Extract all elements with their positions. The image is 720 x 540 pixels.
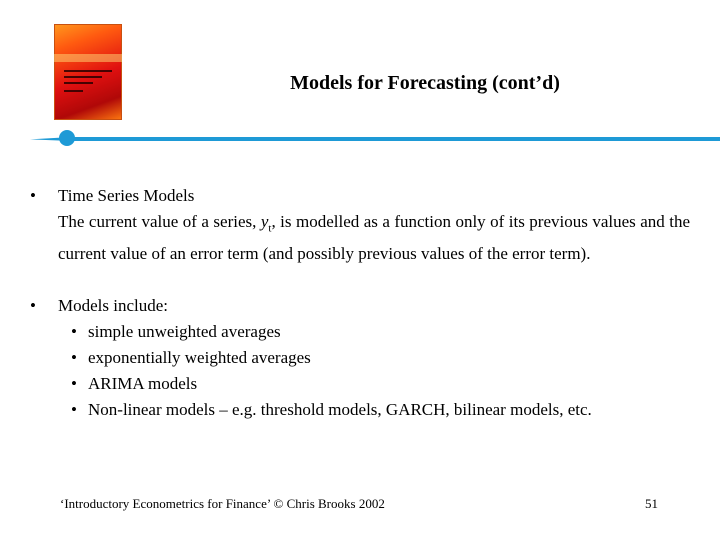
- bullet-mark: •: [30, 186, 36, 205]
- footer-credit: ‘Introductory Econometrics for Finance’ © Chris Brooks 2002: [60, 496, 385, 511]
- divider-dot: [59, 130, 75, 146]
- list-item: [30, 397, 690, 423]
- page-number: 51: [645, 496, 658, 511]
- list-item: [30, 319, 690, 345]
- title-divider-rule: [30, 137, 720, 141]
- slide-body: [30, 183, 690, 423]
- bullet-time-series: [30, 183, 690, 267]
- bullet-heading: Models include:: [58, 296, 169, 316]
- list-item: [30, 371, 690, 397]
- list-item-label: Non-linear models – e.g. threshold models, GARCH, bilinear models, etc.: [88, 400, 592, 420]
- sub-bullet-mark: •: [71, 400, 77, 420]
- bullet-paragraph: [58, 209, 690, 267]
- list-item-label: simple unweighted averages: [88, 322, 281, 342]
- bullet-models-include: [30, 293, 690, 319]
- variable-subscript: t: [268, 222, 272, 235]
- bullet-heading: Time Series Models: [58, 186, 195, 205]
- list-item-label: ARIMA models: [88, 374, 198, 394]
- slide-title: Models for Forecasting (cont’d): [290, 72, 560, 94]
- sub-bullet-mark: •: [71, 374, 77, 394]
- bullet-mark: •: [30, 296, 36, 316]
- list-item: [30, 345, 690, 371]
- paragraph-text-start: The current value of a series,: [58, 212, 261, 231]
- list-item-label: exponentially weighted averages: [88, 348, 311, 368]
- paragraph-text-end: , is modelled as a function only of its previous values and the current value of an error term (and possibly previous values of the error term).: [58, 212, 690, 264]
- sub-bullet-mark: •: [71, 322, 77, 342]
- book-cover-image: [54, 24, 122, 120]
- sub-bullet-mark: •: [71, 348, 77, 368]
- variable-y: y: [260, 212, 269, 231]
